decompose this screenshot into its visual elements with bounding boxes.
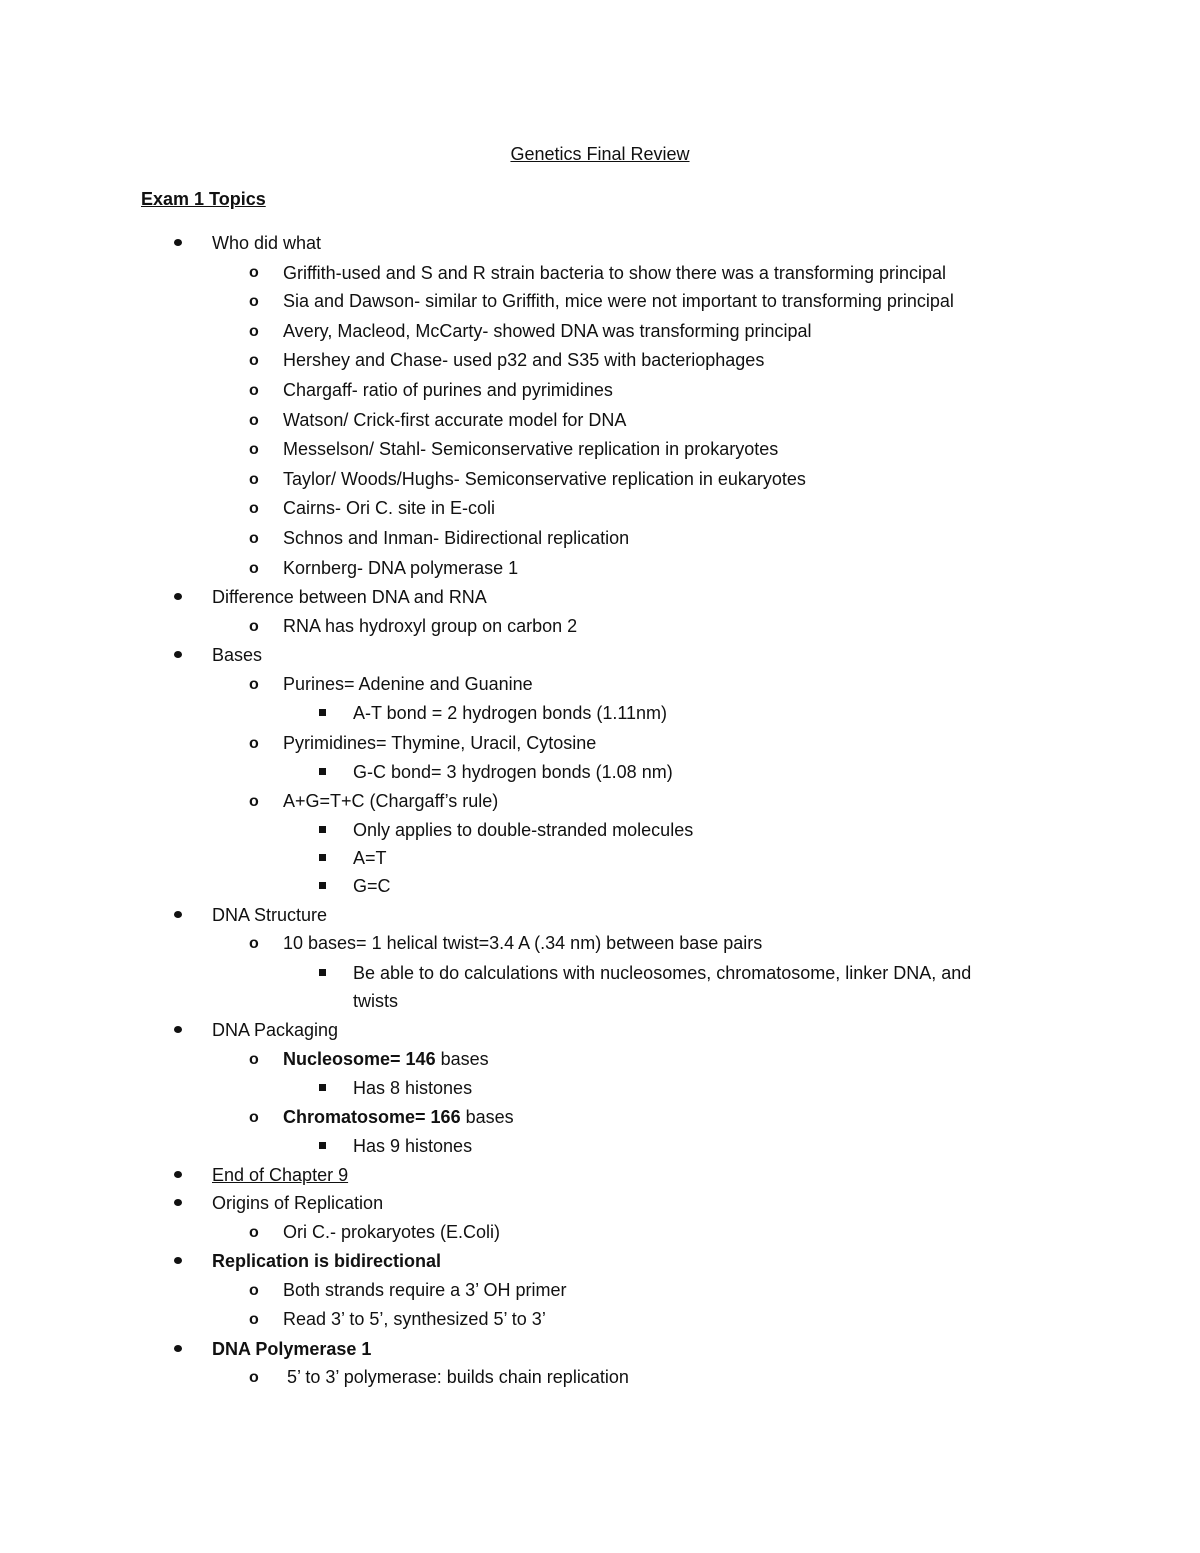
bullet-disc-icon: [173, 910, 183, 920]
list-item: Read 3’ to 5’, synthesized 5’ to 3’: [283, 1309, 546, 1329]
bullet-circle-icon: o: [249, 412, 259, 429]
list-item: Purines= Adenine and Guanine: [283, 674, 533, 694]
list-item: Taylor/ Woods/Hughs- Semiconservative replication in eukaryotes: [283, 469, 806, 489]
list-item: Chargaff- ratio of purines and pyrimidines: [283, 380, 613, 400]
list-item: DNA Structure: [212, 905, 328, 925]
bullet-disc-icon: [173, 1025, 183, 1035]
list-item: A+G=T+C (Chargaff’s rule): [283, 791, 499, 811]
list-item: G=C: [353, 876, 391, 896]
bullet-circle-icon: o: [249, 1369, 259, 1386]
bullet-circle-icon: o: [249, 676, 259, 693]
list-item: A-T bond = 2 hydrogen bonds (1.11nm): [353, 703, 668, 723]
list-item: [283, 1048, 489, 1070]
bullet-square-icon: [318, 1083, 328, 1093]
bullet-circle-icon: o: [249, 618, 259, 635]
bullet-circle-icon: o: [249, 735, 259, 752]
value-166: 166: [425, 1107, 461, 1127]
list-item: DNA Packaging: [212, 1020, 339, 1040]
term-chromatosome: Chromatosome=: [283, 1107, 426, 1127]
bullet-disc-icon: [173, 1344, 183, 1354]
bullet-circle-icon: o: [249, 793, 259, 810]
section-heading: Exam 1 Topics: [141, 189, 266, 209]
bullet-disc-icon: [173, 592, 183, 602]
bullet-square-icon: [318, 881, 328, 891]
list-item: Sia and Dawson- similar to Griffith, mice were not important to transforming principal: [283, 291, 954, 311]
bullet-disc-icon: [173, 650, 183, 660]
list-item: DNA Polymerase 1: [212, 1339, 372, 1359]
list-item: 10 bases= 1 helical twist=3.4 A (.34 nm) between base pairs: [283, 933, 763, 953]
bullet-circle-icon: o: [249, 1311, 259, 1328]
unit-bases: bases: [435, 1049, 489, 1069]
list-item: [283, 1106, 514, 1128]
bullet-circle-icon: o: [249, 471, 259, 488]
bullet-circle-icon: o: [249, 352, 259, 369]
list-item: 5’ to 3’ polymerase: builds chain replication: [287, 1367, 629, 1387]
bullet-circle-icon: o: [249, 293, 259, 310]
list-item: Has 8 histones: [353, 1078, 473, 1098]
list-item: Difference between DNA and RNA: [212, 587, 487, 607]
bullet-circle-icon: o: [249, 323, 259, 340]
list-item: Who did what: [212, 233, 322, 253]
list-item: Ori C.- prokaryotes (E.Coli): [283, 1222, 501, 1242]
bullet-disc-icon: [173, 238, 183, 248]
list-item: Watson/ Crick-first accurate model for DNA: [283, 410, 627, 430]
list-item: A=T: [353, 848, 387, 868]
list-item: Messelson/ Stahl- Semiconservative replication in prokaryotes: [283, 439, 779, 459]
term-nucleosome: Nucleosome=: [283, 1049, 401, 1069]
list-item: RNA has hydroxyl group on carbon 2: [283, 616, 578, 636]
list-item: G-C bond= 3 hydrogen bonds (1.08 nm): [353, 762, 673, 782]
bullet-circle-icon: o: [249, 500, 259, 517]
bullet-square-icon: [318, 853, 328, 863]
bullet-circle-icon: o: [249, 441, 259, 458]
list-item: Replication is bidirectional: [212, 1251, 442, 1271]
unit-bases: bases: [460, 1107, 514, 1127]
list-item: Cairns- Ori C. site in E-coli: [283, 498, 496, 518]
list-item: Griffith-used and S and R strain bacteria to show there was a transforming principal: [283, 263, 946, 283]
list-item: Schnos and Inman- Bidirectional replication: [283, 528, 630, 548]
list-item: Only applies to double-stranded molecules: [353, 820, 694, 840]
list-item: Both strands require a 3’ OH primer: [283, 1280, 567, 1300]
bullet-circle-icon: o: [249, 560, 259, 577]
bullet-circle-icon: o: [249, 935, 259, 952]
bullet-circle-icon: o: [249, 1282, 259, 1299]
bullet-circle-icon: o: [249, 530, 259, 547]
bullet-square-icon: [318, 825, 328, 835]
bullet-square-icon: [318, 767, 328, 777]
bullet-circle-icon: o: [249, 382, 259, 399]
bullet-circle-icon: o: [249, 264, 259, 281]
bullet-circle-icon: o: [249, 1109, 259, 1126]
bullet-disc-icon: [173, 1198, 183, 1208]
bullet-disc-icon: [173, 1170, 183, 1180]
value-146: 146: [400, 1049, 436, 1069]
list-item: Hershey and Chase- used p32 and S35 with bacteriophages: [283, 350, 765, 370]
list-item: Has 9 histones: [353, 1136, 473, 1156]
bullet-disc-icon: [173, 1256, 183, 1266]
bullet-circle-icon: o: [249, 1224, 259, 1241]
list-item-continuation: twists: [353, 991, 398, 1011]
list-item: Pyrimidines= Thymine, Uracil, Cytosine: [283, 733, 597, 753]
bullet-square-icon: [318, 708, 328, 718]
document-title: Genetics Final Review: [510, 144, 690, 164]
bullet-square-icon: [318, 1141, 328, 1151]
bullet-circle-icon: o: [249, 1051, 259, 1068]
list-item: Kornberg- DNA polymerase 1: [283, 558, 519, 578]
list-item: End of Chapter 9: [212, 1165, 349, 1185]
list-item: Origins of Replication: [212, 1193, 384, 1213]
list-item: Avery, Macleod, McCarty- showed DNA was transforming principal: [283, 321, 812, 341]
list-item: Be able to do calculations with nucleosomes, chromatosome, linker DNA, and: [353, 963, 972, 983]
list-item: Bases: [212, 645, 263, 665]
bullet-square-icon: [318, 968, 328, 978]
